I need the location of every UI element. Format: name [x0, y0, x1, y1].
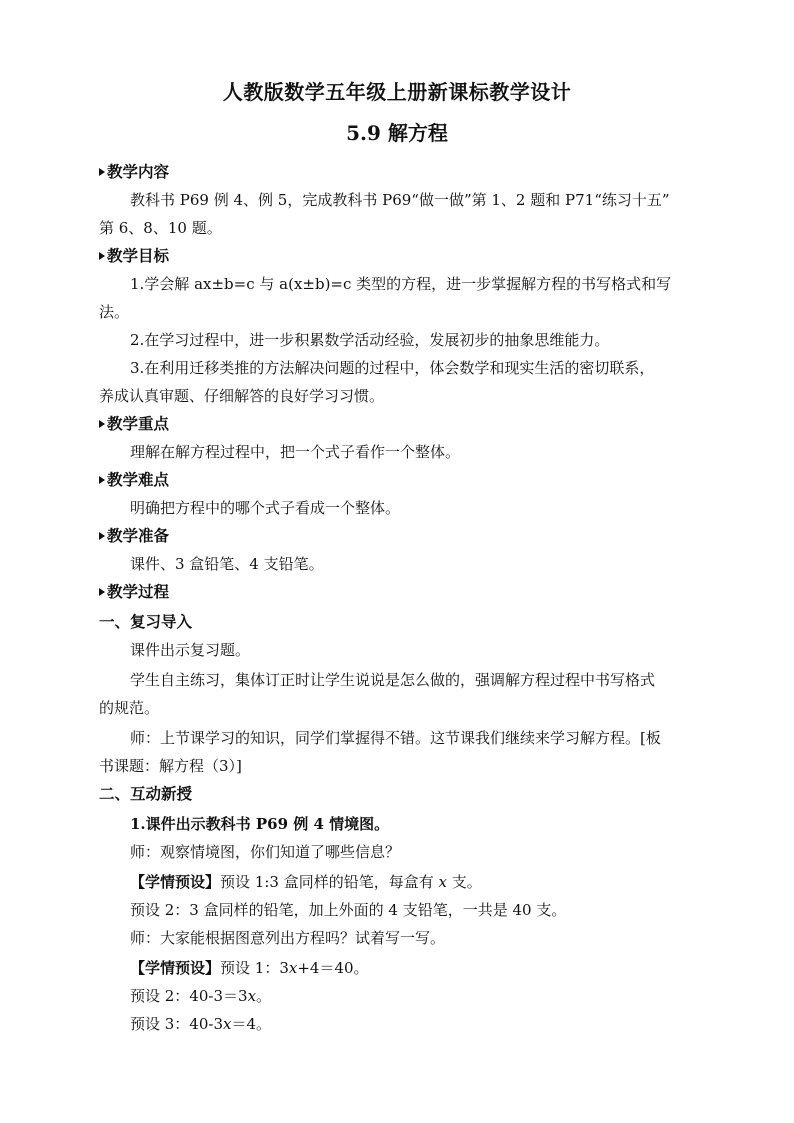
paragraph-line: 明确把方程中的哪个式子看成一个整体。	[130, 499, 401, 517]
document-title: 人教版数学五年级上册新课标教学设计	[222, 80, 572, 104]
paragraph-line: 课件、3 盒铅笔、4 支铅笔。	[130, 555, 324, 573]
paragraph-line: 【学情预设】预设 1：3x+4＝40。	[130, 959, 369, 977]
preset-tag: 【学情预设】	[130, 959, 221, 977]
paragraph-line: 师：大家能根据图意列出方程吗？试着写一写。	[130, 929, 446, 947]
paragraph-line: 【学情预设】预设 1:3 盒同样的铅笔，每盒有 x 支。	[130, 873, 482, 891]
paragraph-line: 学生自主练习，集体订正时让学生说说是怎么做的，强调解方程过程中书写格式	[130, 671, 656, 689]
paragraph-line: 法。	[99, 303, 130, 321]
paragraph-line: 2.在学习过程中，进一步积累数学活动经验，发展初步的抽象思维能力。	[130, 331, 610, 349]
section-heading-process: 教学过程	[99, 582, 699, 602]
paragraph-line: 3.在利用迁移类推的方法解决问题的过程中，体会数学和现实生活的密切联系，	[130, 359, 655, 377]
section-heading-objectives: 教学目标	[99, 246, 699, 266]
paragraph-line: 书课题：解方程（3）]	[99, 757, 242, 775]
paragraph-line: 第 6、8、10 题。	[99, 219, 222, 237]
paragraph-line: 预设 2：3 盒同样的铅笔，加上外面的 4 支铅笔，一共是 40 支。	[130, 901, 567, 919]
preset-tag: 【学情预设】	[130, 873, 221, 891]
triangle-bullet-icon	[99, 476, 105, 484]
paragraph-line: 预设 2：40-3＝3x。	[130, 987, 272, 1005]
paragraph-line: 教科书 P69 例 4、例 5，完成教科书 P69“做一做”第 1、2 题和 P71“练习十五”	[130, 191, 670, 209]
triangle-bullet-icon	[99, 420, 105, 428]
paragraph-line: 1.课件出示教科书 P69 例 4 情境图。	[130, 815, 390, 833]
part-heading-review: 一、复习导入	[99, 612, 193, 631]
section-heading-content: 教学内容	[99, 162, 699, 182]
paragraph-line: 的规范。	[99, 699, 160, 717]
lesson-title: 5.9 解方程	[346, 121, 448, 145]
triangle-bullet-icon	[99, 588, 105, 596]
paragraph-line: 理解在解方程过程中，把一个式子看作一个整体。	[130, 443, 461, 461]
triangle-bullet-icon	[99, 168, 105, 176]
triangle-bullet-icon	[99, 532, 105, 540]
paragraph-line: 师：观察情境图，你们知道了哪些信息？	[130, 843, 401, 861]
paragraph-line: 预设 3：40-3x＝4。	[130, 1015, 272, 1033]
section-heading-key-points: 教学重点	[99, 414, 699, 434]
section-heading-preparation: 教学准备	[99, 526, 699, 546]
paragraph-line: 养成认真审题、仔细解答的良好学习习惯。	[99, 387, 385, 405]
paragraph-line: 课件出示复习题。	[130, 641, 251, 659]
section-heading-difficulties: 教学难点	[99, 470, 699, 490]
triangle-bullet-icon	[99, 252, 105, 260]
part-heading-new-lesson: 二、互动新授	[99, 784, 193, 803]
paragraph-line: 师：上节课学习的知识，同学们掌握得不错。这节课我们继续来学习解方程。[板	[130, 729, 661, 747]
paragraph-line: 1.学会解 ax±b=c 与 a(x±b)=c 类型的方程，进一步掌握解方程的书写格式和写	[130, 275, 672, 293]
